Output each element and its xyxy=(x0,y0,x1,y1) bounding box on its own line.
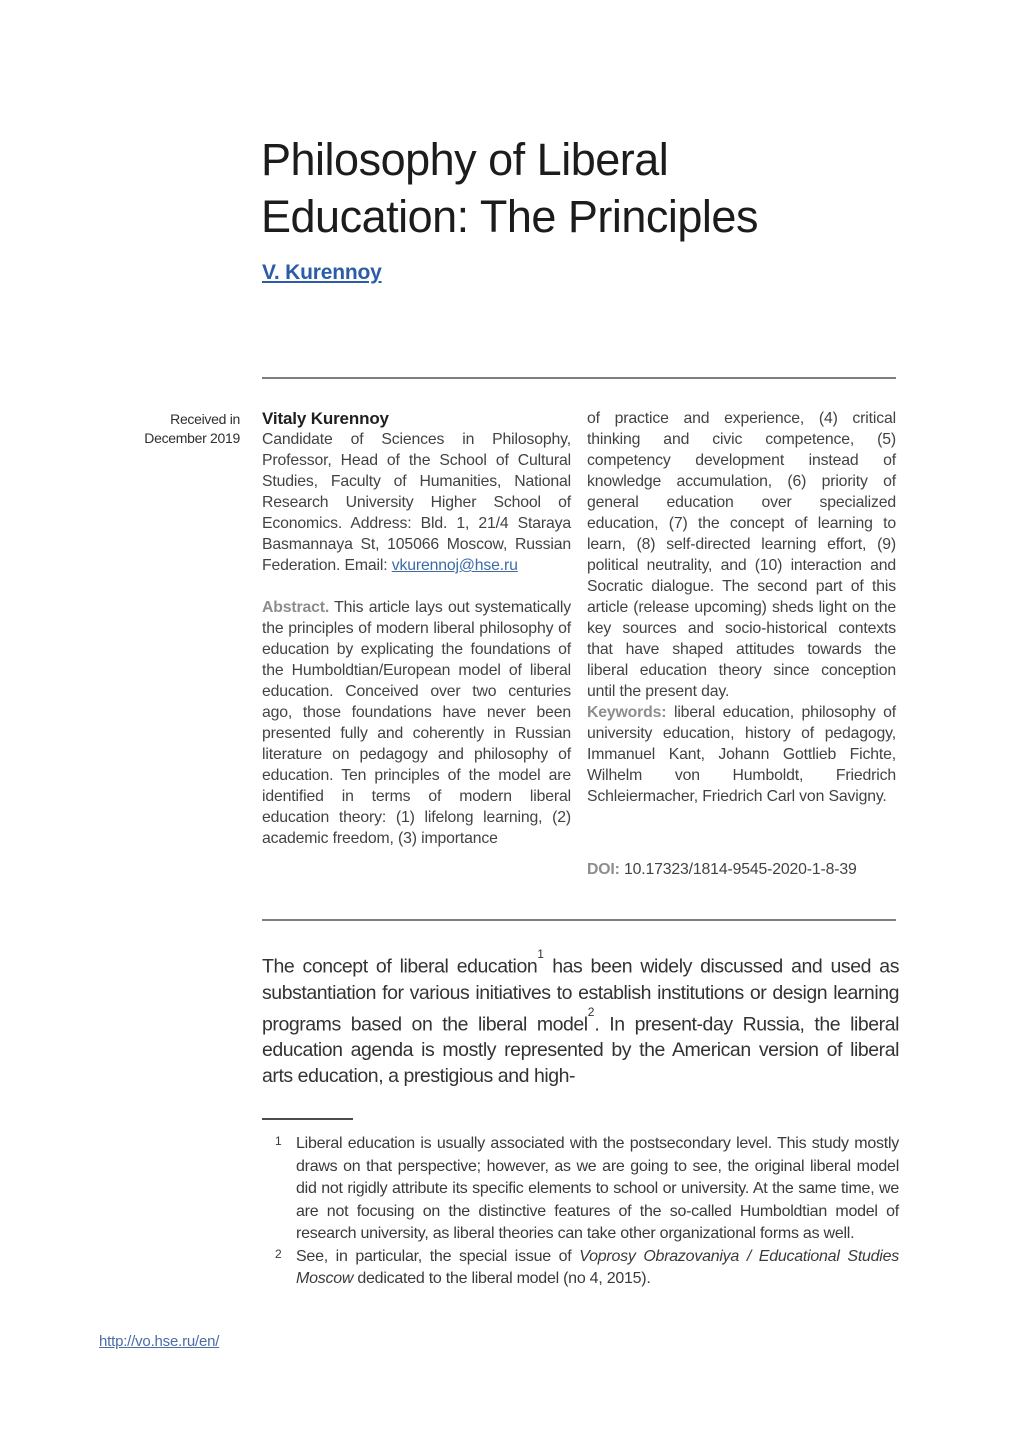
received-date-line1: Received in xyxy=(170,411,240,427)
footnote-marker-2: 2 xyxy=(587,1004,595,1019)
footnote-divider xyxy=(262,1118,353,1120)
keywords-text: liberal education, philosophy of university education, history of pedagogy, Immanuel Kant, Johann Gottlieb Fichte, Wilhelm von Humboldt, Friedrich Schleiermacher, Friedrich Carl von Savigny. xyxy=(587,704,896,805)
contributor-name: Vitaly Kurennoy xyxy=(262,409,389,428)
doi-value: 10.17323/1814-9545-2020-1-8-39 xyxy=(619,861,857,878)
footnote-2 xyxy=(262,1246,899,1291)
footnote-2-italic: Voprosy Obrazovaniya / Educational Studies Moscow xyxy=(296,1247,900,1287)
footnote-2-text-end: dedicated to the liberal model (no 4, 2015). xyxy=(353,1270,651,1287)
footnote-2-number: 2 xyxy=(275,1246,282,1261)
received-date xyxy=(88,410,240,448)
journal-url-link[interactable]: http://vo.hse.ru/en/ xyxy=(99,1333,220,1350)
footnotes-section xyxy=(262,1133,899,1291)
contributor-bio xyxy=(262,429,571,576)
body-text-3: . In present-day Russia, the liberal education agenda is mostly represented by the American version of liberal arts education, a prestigious and high- xyxy=(262,1013,899,1087)
keywords-paragraph xyxy=(587,702,896,807)
header-divider xyxy=(262,377,896,379)
author-link[interactable]: V. Kurennoy xyxy=(262,261,382,284)
footnote-1-number: 1 xyxy=(275,1134,282,1148)
info-column-left xyxy=(262,408,571,849)
email-link[interactable]: vkurennoj@hse.ru xyxy=(391,557,518,574)
footnote-1 xyxy=(262,1133,899,1246)
body-text-1: The concept of liberal education xyxy=(262,955,538,978)
keywords-label: Keywords: xyxy=(587,704,667,721)
abstract-paragraph xyxy=(262,597,571,849)
body-text-2: has been widely discussed and used as substantiation for various initiatives to establish institutions or design learning programs based on the liberal model xyxy=(262,955,899,1035)
contributor-bio-text: Candidate of Sciences in Philosophy, Professor, Head of the School of Cultural Studies, Faculty of Humanities, National Research University Higher School of Economics. Address: Bld. 1, 21/4 Staraya Basmannaya St, 105066 Moscow, Russian Federation. Email: xyxy=(262,431,571,574)
body-paragraph xyxy=(262,948,899,1089)
abstract-label: Abstract. xyxy=(262,599,330,616)
info-column-right xyxy=(587,408,896,880)
section-divider xyxy=(262,919,896,921)
footnote-1-text: Liberal education is usually associated with the postsecondary level. This study mostly draws on that perspective; however, as we are going to see, the original liberal model did not rigidly attribute its specific elements to school or university. At the same time, we are not focusing on the distinctive features of the so-called Humboldtian model of research university, as liberal theories can take other organizational forms as well. xyxy=(296,1135,899,1242)
page-title: Philosophy of Liberal Education: The Principles xyxy=(261,134,758,242)
footnote-marker-1: 1 xyxy=(537,947,544,961)
doi-line xyxy=(587,859,896,880)
footnote-2-text: See, in particular, the special issue of xyxy=(296,1247,580,1265)
doi-label: DOI: xyxy=(587,861,620,878)
abstract-text-col2: of practice and experience, (4) critical thinking and civic competence, (5) competency development instead of knowledge accumulation, (6) priority of general education over specialized education, (7) the concept of learning to learn, (8) self-directed learning effort, (9) political neutrality, and (10) interaction and Socratic dialogue. The second part of this article (release upcoming) sheds light on the key sources and socio-historical contexts that have shaped attitudes towards the liberal education theory since conception until the present day. xyxy=(587,410,896,700)
abstract-text-col1: This article lays out systematically the principles of modern liberal philosophy of education by explicating the foundations of the Humboldtian/European model of liberal education. Conceived over two centuries ago, those foundations have never been presented fully and coherently in Russian literature on pedagogy and philosophy of education. Ten principles of the model are identified in terms of modern liberal education theory: (1) lifelong learning, (2) academic freedom, (3) importance xyxy=(262,599,571,847)
received-date-line2: December 2019 xyxy=(144,430,240,446)
